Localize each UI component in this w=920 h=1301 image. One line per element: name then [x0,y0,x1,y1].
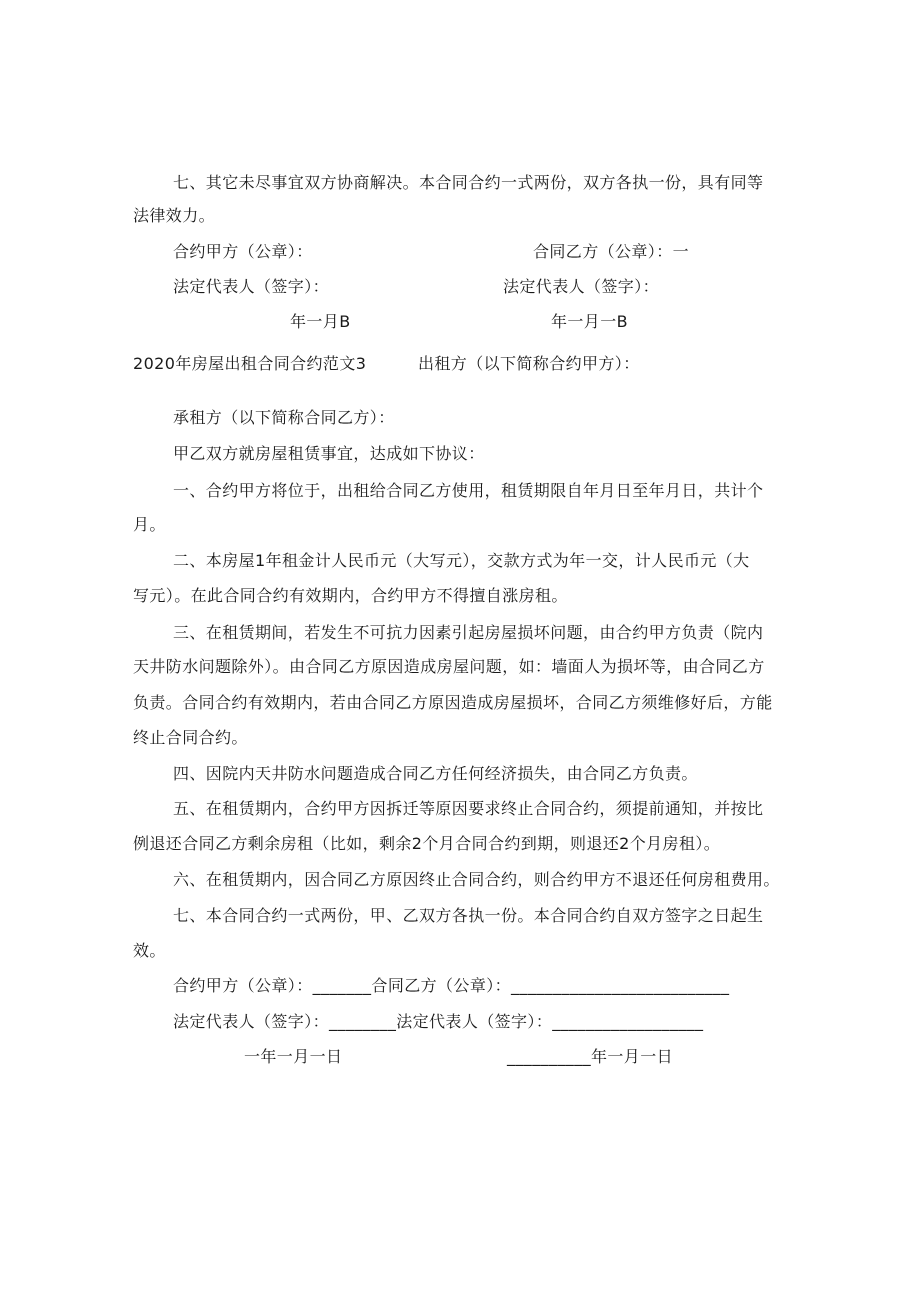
sig-blank-d: __________________ [552,1012,704,1031]
sig-date-b: 年一月一日 [591,1047,674,1066]
sig-blank-c: ________ [329,1012,397,1031]
sig-date-a: 一年一月一日 [244,1047,343,1066]
rep-b-label: 法定代表人（签字）： [503,277,660,296]
lessee-line: 承租方（以下简称合同乙方）： [173,408,395,427]
sig-rep-a-label: 法定代表人（签字）： [173,1012,330,1031]
clause-7-prev-line-2: 法律效力。 [133,206,216,225]
clause-7-line-2: 效。 [133,941,166,960]
sig-blank-b: __________________________ [511,976,730,995]
sig-rep-row [173,1011,703,1033]
date-a: 年一月B [290,312,351,331]
clause-1-line-2: 月。 [133,515,166,534]
party-a-seal-label: 合约甲方（公章）： [173,242,313,261]
rep-a-label: 法定代表人（签字）： [173,277,330,296]
intro-line: 甲乙双方就房屋租赁事宜，达成如下协议： [173,444,485,463]
clause-3-line-3: 负责。合同合约有效期内，若由合同乙方原因造成房屋损坏，合同乙方须维修好后，方能 [133,693,773,712]
section-title: 2020年房屋出租合同合约范文3 [133,354,367,373]
clause-3-line-2: 天井防水问题除外）。由合同乙方原因造成房屋问题，如：墙面人为损坏等，由合同乙方 [133,657,765,676]
clause-5-line-1: 五、在租赁期内，合约甲方因拆迁等原因要求终止合同合约，须提前通知，并按比 [173,799,764,818]
sig-rep-b-label: 法定代表人（签字）： [396,1012,553,1031]
clause-3-line-4: 终止合同合约。 [133,728,248,747]
clause-2-line-2: 写元）。在此合同合约有效期内，合约甲方不得擅自涨房租。 [133,586,568,605]
sig-party-a-label: 合约甲方（公章）： [173,976,313,995]
sig-blank-a: _______ [312,976,372,995]
sig-date-b-row [507,1046,673,1068]
clause-6-line-1: 六、在租赁期内，因合同乙方原因终止合同合约，则合约甲方不退还任何房租费用。 [173,870,780,889]
sig-party-b-label: 合同乙方（公章）： [371,976,512,995]
clause-4-line-1: 四、因院内天井防水问题造成合同乙方任何经济损失，由合同乙方负责。 [173,764,698,783]
lessor-line: 出租方（以下简称合约甲方）： [418,354,640,373]
clause-3-line-1: 三、在租赁期间，若发生不可抗力因素引起房屋损坏问题，由合约甲方负责（院内 [173,623,764,642]
sig-blank-e: __________ [507,1047,591,1066]
date-b: 年一月一B [551,312,628,331]
party-b-seal-label: 合同乙方（公章）：一 [533,242,690,261]
sig-party-a-row [173,975,729,997]
clause-7-line-1: 七、本合同合约一式两份，甲、乙双方各执一份。本合同合约自双方签字之日起生 [173,906,764,925]
clause-7-prev-line-1: 七、其它未尽事宜双方协商解决。本合同合约一式两份，双方各执一份，具有同等 [173,173,764,192]
clause-5-line-2: 例退还合同乙方剩余房租（比如，剩余2个月合同合约到期，则退还2个月房租）。 [133,834,721,853]
clause-2-line-1: 二、本房屋1年租金计人民币元（大写元），交款方式为年一交，计人民币元（大 [173,551,750,570]
clause-1-line-1: 一、合约甲方将位于，出租给合同乙方使用，租赁期限自年月日至年月日，共计个 [173,481,764,500]
